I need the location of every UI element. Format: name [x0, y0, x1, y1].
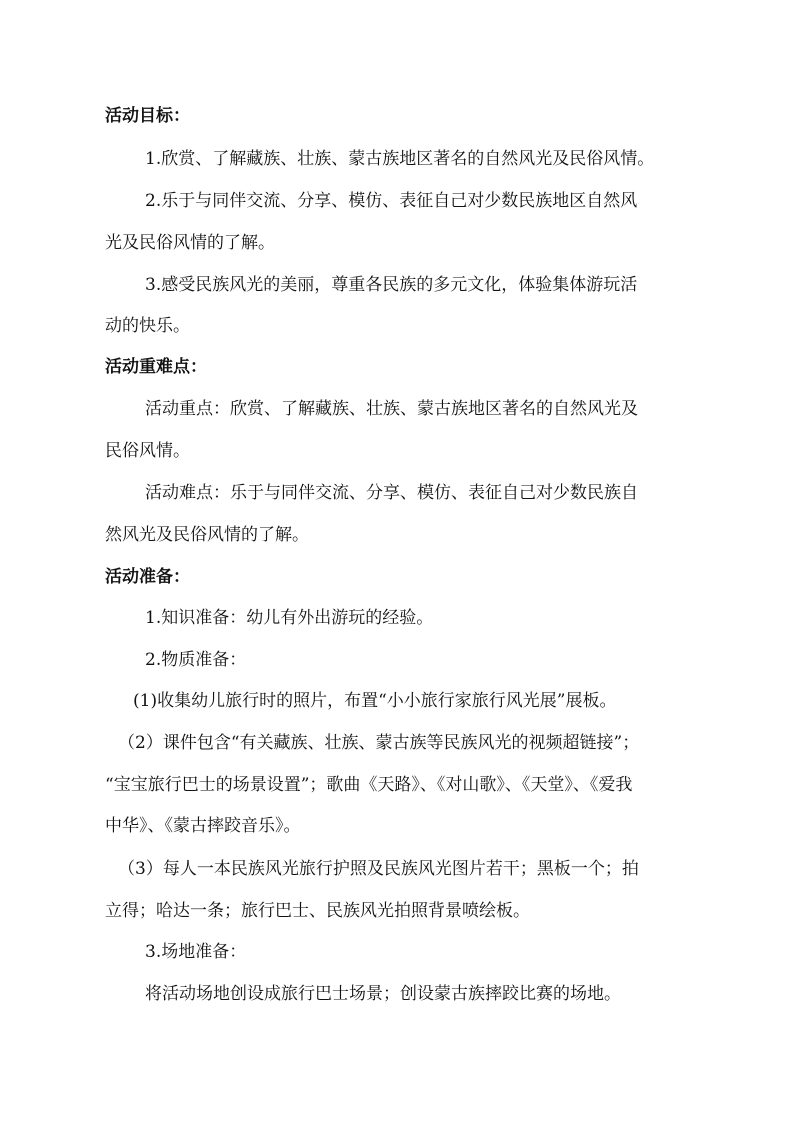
key-point-line-2: 民俗风情。	[105, 441, 190, 461]
material-item-2-line-3: 中华》、《蒙古摔跤音乐》。	[105, 816, 301, 836]
difficult-point-line-2: 然风光及民俗风情的了解。	[105, 525, 309, 545]
material-item-3-line-1: （3）每人一本民族风光旅行护照及民族风光图片若干；黑板一个；拍	[118, 859, 639, 879]
material-item-2-line-2: “宝宝旅行巴士的场景设置”；歌曲《天路》、《对山歌》、《天堂》、《爱我	[105, 775, 633, 795]
material-item-2-line-1: （2）课件包含“有关藏族、壮族、蒙古族等民族风光的视频超链接”；	[118, 733, 640, 753]
goals-heading: 活动目标：	[105, 106, 190, 126]
venue-text: 将活动场地创设成旅行巴士场景；创设蒙古族摔跤比赛的场地。	[145, 984, 621, 1004]
goal-item-3-line-1: 3.感受民族风光的美丽，尊重各民族的多元文化，体验集体游玩活	[145, 275, 638, 295]
material-item-1: (1)收集幼儿旅行时的照片，布置“小小旅行家旅行风光展”展板。	[133, 691, 617, 711]
key-point-line-1: 活动重点：欣赏、了解藏族、壮族、蒙古族地区著名的自然风光及	[145, 399, 638, 419]
preparation-heading: 活动准备：	[105, 567, 190, 587]
material-preparation: 2.物质准备：	[145, 650, 247, 670]
goal-item-1: 1.欣赏、了解藏族、壮族、蒙古族地区著名的自然风光及民俗风情。	[145, 149, 655, 169]
goal-item-2-line-1: 2.乐于与同伴交流、分享、模仿、表征自己对少数民族地区自然风	[145, 191, 638, 211]
difficult-point-line-1: 活动难点：乐于与同伴交流、分享、模仿、表征自己对少数民族自	[145, 483, 638, 503]
goal-item-2-line-2: 光及民俗风情的了解。	[105, 233, 275, 253]
knowledge-preparation: 1.知识准备：幼儿有外出游玩的经验。	[145, 608, 434, 628]
key-points-heading: 活动重难点：	[105, 357, 207, 377]
material-item-3-line-2: 立得；哈达一条；旅行巴士、民族风光拍照背景喷绘板。	[105, 901, 530, 921]
venue-preparation: 3.场地准备：	[145, 942, 247, 962]
goal-item-3-line-2: 动的快乐。	[105, 316, 190, 336]
